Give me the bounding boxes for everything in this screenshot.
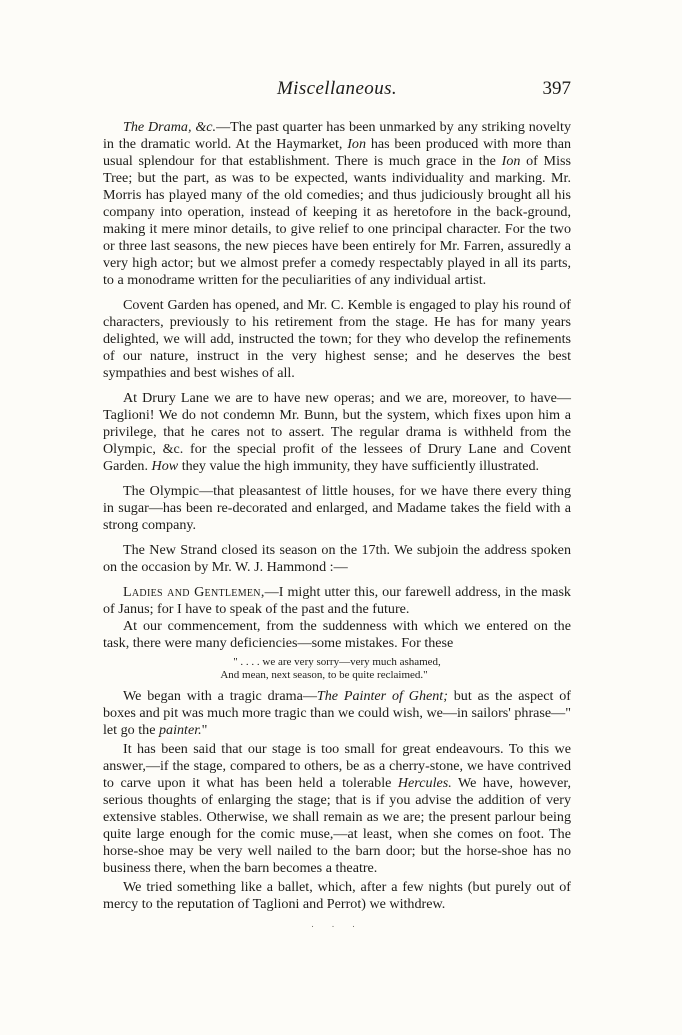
- paragraph-drama: The Drama, &c.—The past quarter has been unmarked by any striking novelty in the dramatic world. At the Haymarket, Ion has been produced with more than usual splendour for that establishment. There is much grace in the Ion of Miss Tree; but the part, as was to be expected, wants individuality and marking. Mr. Morris has played many of the old comedies; and thus judiciously brought all his company into operation, instead of keeping it as heretofore in the back-ground, making it mere minor details, to give relief to one principal character. For the two or three last seasons, the new pieces have been entirely for Mr. Farren, assuredly a very high actor; but we almost prefer a comedy respectably played in all its parts, to a monodrame written for the peculiarities of any individual artist.: [103, 119, 572, 288]
- address-salutation: Ladies and Gentlemen,: [123, 584, 265, 600]
- address-opening: Ladies and Gentlemen,—I might utter this, our farewell address, in the mask of Janus; for I have to speak of the past and the future.: [103, 584, 571, 617]
- address-ballet: We tried something like a ballet, which, after a few nights (but purely out of mercy to the reputation of Taglioni and Perrot) we withdrew.: [103, 879, 571, 912]
- page-end-dots: . . .: [311, 919, 363, 929]
- section-lead: The Drama, &c.: [123, 119, 217, 135]
- paragraph-drury-lane: At Drury Lane we are to have new operas; and we are, moreover, to have—Taglioni! We do not condemn Mr. Bunn, but the system, which fixes upon him a privilege, that he cares not to assert. The regular drama is withheld from the Olympic, &c. for the special profit of the lessees of Drury Lane and Covent Garden. How they value the high immunity, they have sufficiently illustrated.: [103, 390, 571, 474]
- verse-line-1: " . . . . we are very sorry—very much ashamed,: [233, 656, 441, 668]
- paragraph-new-strand: The New Strand closed its season on the 17th. We subjoin the address spoken on the occasion by Mr. W. J. Hammond :—: [103, 542, 571, 575]
- verse-quote: [103, 656, 571, 682]
- page-number: 397: [542, 78, 571, 99]
- paragraph-covent-garden: Covent Garden has opened, and Mr. C. Kemble is engaged to play his round of characters, previously to his retirement from the stage. He has for many years delighted, we will add, instructed the town; for they who develop the refinements of our nature, instruct in the very highest sense; and he deserves the best sympathies and best wishes of all.: [103, 297, 571, 381]
- running-title: Miscellaneous.: [276, 78, 398, 99]
- address-stage-size: It has been said that our stage is too small for great endeavours. To this we answer,—if the stage, compared to others, be as a cherry-stone, we have contrived to carve upon it what has been held a tolerable Hercules. We have, however, serious thoughts of enlarging the stage; that is if you advise the addition of very extensive stables. Otherwise, we shall remain as we are; the present parlour being quite large enough for the comic muse,—at least, when she comes on foot. The horse-shoe may be very well nailed to the barn door; but the horse-shoe has no business there, when the barn becomes a theatre.: [103, 741, 571, 876]
- page-header: [103, 78, 571, 106]
- verse-line-2: And mean, next season, to be quite reclaimed.": [220, 669, 428, 681]
- address-tragic-drama: We began with a tragic drama—The Painter of Ghent; but as the aspect of boxes and pit was much more tragic than we could wish, we—in sailors' phrase—" let go the painter.": [103, 688, 571, 738]
- paragraph-olympic: The Olympic—that pleasantest of little houses, for we have there every thing in sugar—has been re-decorated and enlarged, and Madame takes the field with a strong company.: [103, 483, 571, 533]
- address-commencement: At our commencement, from the suddenness with which we entered on the task, there were many deficiencies—some mistakes. For these: [103, 618, 571, 651]
